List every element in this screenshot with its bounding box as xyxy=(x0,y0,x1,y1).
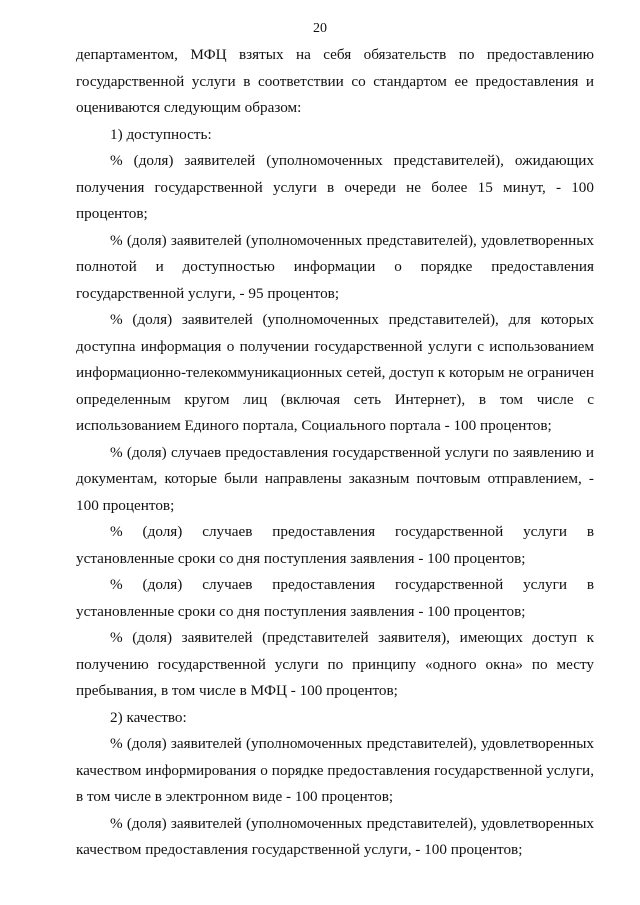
paragraph: % (доля) заявителей (представителей заявителя), имеющих доступ к получению государственной услуги по принципу «одного окна» по месту пребывания, в том числе в МФЦ - 100 процентов; xyxy=(76,629,594,699)
paragraph: % (доля) заявителей (уполномоченных представителей), удовлетворенных качеством предоставления государственной услуги, - 100 процентов; xyxy=(76,814,594,858)
paragraph: % (доля) заявителей (уполномоченных представителей), для которых доступна информация о получении государственной услуги с использованием информационно-телекоммуникационных сетей, доступ к которым не ограничен определенным кругом лиц (включая сеть Интернет), в том числе с использованием Единого портала, Социального портала - 100 процентов; xyxy=(76,311,594,434)
paragraph: % (доля) заявителей (уполномоченных представителей), удовлетворенных полнотой и доступностью информации о порядке предоставления государственной услуги, - 95 процентов; xyxy=(76,231,594,302)
paragraph: % (доля) заявителей (уполномоченных представителей), удовлетворенных качеством информирования о порядке предоставления государственной услуги, в том числе в электронном виде - 100 процентов; xyxy=(76,735,594,805)
paragraph: 1) доступность: xyxy=(110,125,212,143)
paragraph: 2) качество: xyxy=(110,708,187,726)
body-text xyxy=(76,42,594,864)
paragraph: департаментом, МФЦ взятых на себя обязательств по предоставлению государственной услуги в соответствии со стандартом ее предоставления и оцениваются следующим образом: xyxy=(76,46,594,116)
paragraph: % (доля) случаев предоставления государственной услуги в установленные сроки со дня поступления заявления - 100 процентов; xyxy=(76,576,594,620)
paragraph: % (доля) случаев предоставления государственной услуги по заявлению и документам, которые были направлены заказным почтовым отправлением, - 100 процентов; xyxy=(76,443,594,514)
paragraph: % (доля) случаев предоставления государственной услуги в установленные сроки со дня поступления заявления - 100 процентов; xyxy=(76,523,594,567)
paragraph: % (доля) заявителей (уполномоченных представителей), ожидающих получения государственной услуги в очереди не более 15 минут, - 100 процентов; xyxy=(76,152,594,222)
page-number: 20 xyxy=(313,21,327,36)
